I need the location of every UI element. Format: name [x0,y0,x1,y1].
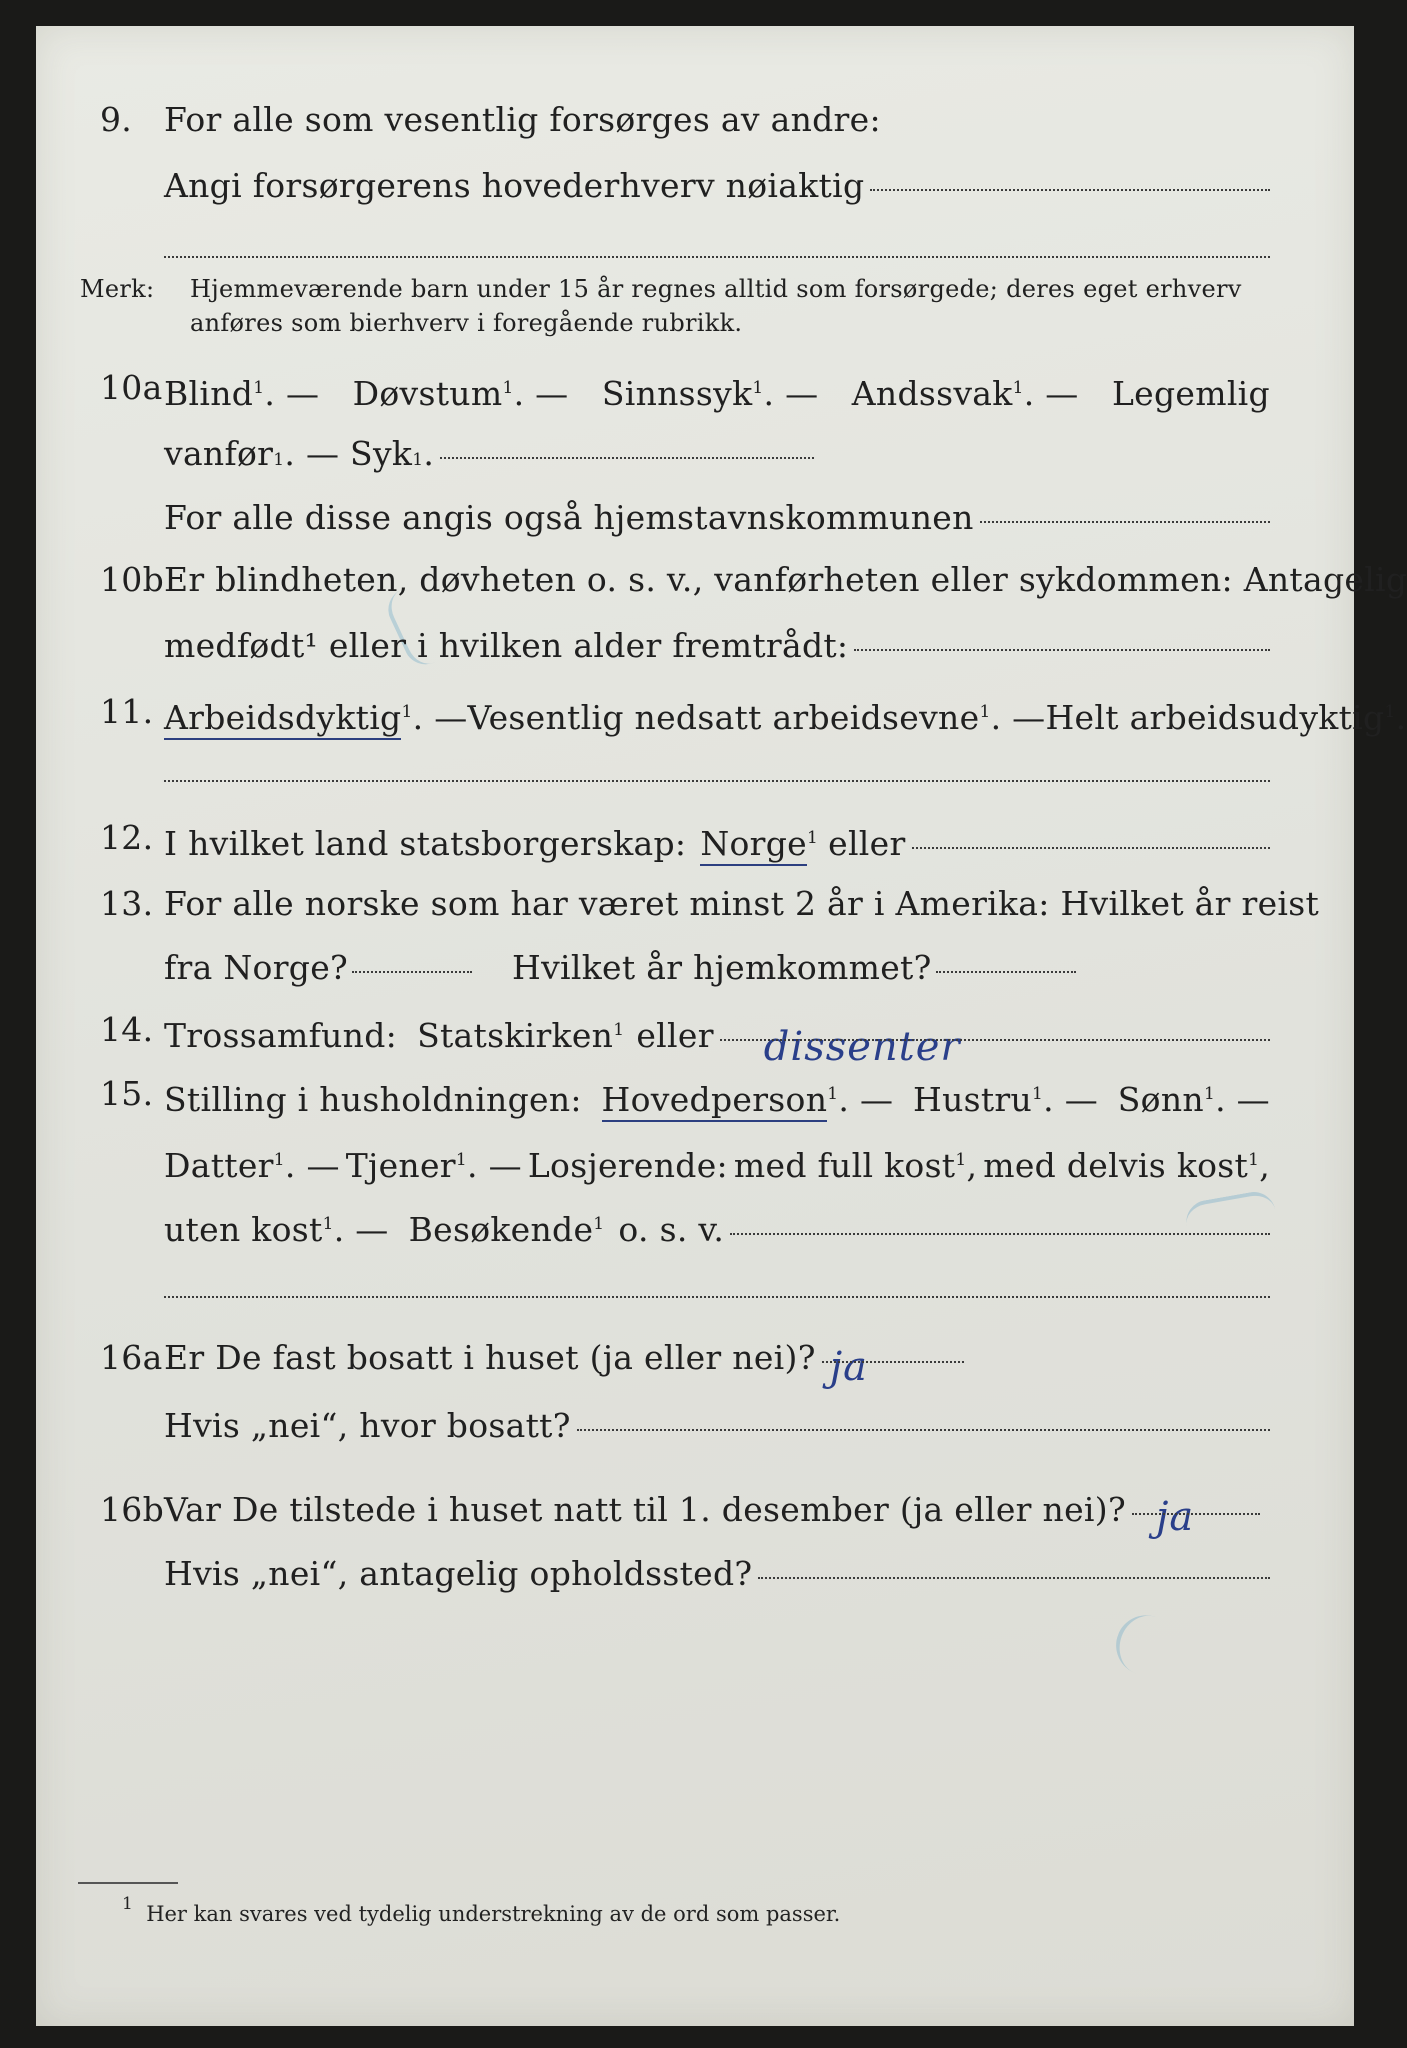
merk-text1: Hjemmeværende barn under 15 år regnes alltid som forsørgede; deres eget erhverv [190,275,1242,303]
q16b-question: Var De tilstede i huset natt til 1. desember (ja eller nei)? [164,1490,1126,1529]
footnote-text: Her kan svares ved tydelig understrekning av de ord som passer. [146,1902,841,1926]
q14-eller: eller [636,1016,714,1055]
q10b-subquestion: medfødt¹ eller i hvilken alder fremtrådt: [164,626,849,665]
q9-answer-field[interactable] [870,187,1270,191]
q15-datter[interactable]: Datter [164,1146,274,1185]
q11-answer-field[interactable] [164,780,1270,782]
q15-number: 15. [100,1074,154,1113]
q16b-answer[interactable]: ja [1155,1494,1195,1540]
q13-reist-field[interactable] [352,969,472,973]
q16b-line1 [36,1488,1354,1540]
q16a-answer-field[interactable] [822,1359,964,1363]
q15-losjerende: Losjerende: [527,1146,728,1185]
q12-prefix: I hvilket land statsborgerskap: [164,824,687,863]
q10a-syk-field[interactable] [440,455,814,459]
q13-reist-label: fra Norge? [164,948,349,987]
merk-text2: anføres som bierhverv i foregående rubrikk. [190,309,743,337]
q15-line3: uten kost$^1$. — Besøkende$^1$ o. s. v. [36,1202,1354,1246]
q15-besokende[interactable]: Besøkende [408,1210,594,1249]
q11-arbeidsdyktig[interactable]: Arbeidsdyktig [164,698,401,740]
q15-uten-kost[interactable]: uten kost [164,1210,323,1249]
q11-line: 11. Arbeidsdyktig$^1$. — Vesentlig nedsatt arbeidsevne$^1$. — Helt arbeidsudyktig$^1$. [36,690,1354,734]
merk-line2 [36,306,1354,350]
q12-line: 12. I hvilket land statsborgerskap: Norge$^1$ eller [36,816,1354,860]
q10a-andssvak[interactable]: Andssvak [851,374,1013,413]
q10b-answer-field[interactable] [854,647,1270,651]
q16a-line1 [36,1336,1354,1390]
q14-prefix: Trossamfund: [164,1016,398,1055]
q12-norge[interactable]: Norge [700,824,807,866]
q10a-line3 [36,496,1354,540]
q15-delvis-kost[interactable]: med delvis kost [983,1146,1249,1185]
q15-osv: o. s. v. [618,1210,725,1249]
q10b-line1 [36,558,1407,602]
q10b-line2 [36,624,1354,668]
q16b-answer-field[interactable] [1132,1511,1260,1515]
q10a-legemlig[interactable]: Legemlig [1111,374,1270,413]
q10a-dovstum[interactable]: Døvstum [352,374,503,413]
q15-sonn[interactable]: Sønn [1117,1080,1204,1119]
q14-line: 14. Trossamfund: Statskirken$^1$ eller dissenter [36,1008,1354,1052]
q15-prefix: Stilling i husholdningen: [164,1080,582,1119]
q10b-number: 10b [100,560,165,599]
q10b-question: Er blindheten, døvheten o. s. v., vanførheten eller sykdommen: Antagelig [164,560,1407,599]
q15-line2: Datter$^1$. — Tjener$^1$. — Losjerende: med full kost$^1$, med delvis kost$^1$, [36,1138,1354,1182]
q10a-syk[interactable]: Syk [350,434,413,473]
q14-statskirken[interactable]: Statskirken [417,1016,614,1055]
q16a-number: 16a [100,1338,163,1377]
footnote-rule [78,1882,178,1884]
q12-number: 12. [100,818,154,857]
q9-subquestion: Angi forsørgerens hovederhverv nøiaktig [164,166,865,205]
q9-answer-field-2[interactable] [164,256,1270,258]
q14-answer[interactable]: dissenter [763,1024,961,1070]
q16b-number: 16b [100,1490,165,1529]
q10a-blind[interactable]: Blind [164,374,254,413]
q16a-subquestion: Hvis „nei“, hvor bosatt? [164,1406,571,1445]
q11-nedsatt[interactable]: Vesentlig nedsatt arbeidsevne [467,698,980,737]
q16a-bosatt-field[interactable] [577,1427,1270,1431]
q16b-subquestion: Hvis „nei“, antagelig opholdssted? [164,1554,753,1593]
q10a-vanfor[interactable]: vanfør [164,434,274,473]
q16b-line2 [36,1552,1354,1596]
footnote-mark: 1 [122,1894,133,1914]
q13-line1 [36,882,1354,926]
footnote [122,1894,840,1926]
q11-udyktig[interactable]: Helt arbeidsudyktig [1045,698,1385,737]
q13-number: 13. [100,884,154,923]
q12-eller: eller [828,824,906,863]
q10a-number: 10a [100,368,163,407]
q16b-opholdssted-field[interactable] [758,1575,1270,1579]
q15-answer-field-2[interactable] [164,1296,1270,1298]
merk-label: Merk: [80,275,155,303]
q10a-sinnssyk[interactable]: Sinnssyk [601,374,753,413]
q16a-answer[interactable]: ja [829,1344,868,1390]
q15-tjener[interactable]: Tjener [345,1146,456,1185]
q10a-line1: 10a Blind$^1$. — Døvstum$^1$. — Sinnssyk$^1$. — Andssvak$^1$. — Legemlig [36,366,1354,410]
q15-hustru[interactable]: Hustru [912,1080,1033,1119]
q12-answer-field[interactable] [912,845,1270,849]
pencil-mark [1108,1607,1189,1685]
q13-hjemkommet-field[interactable] [936,969,1076,973]
q9-question: For alle som vesentlig forsørges av andre: [164,100,881,139]
q10a-hjemstavn-field[interactable] [980,519,1270,523]
q15-full-kost[interactable]: med full kost [733,1146,956,1185]
q10a-hjemstavn-label: For alle disse angis også hjemstavnskommunen [164,498,974,537]
q9-number: 9. [100,100,133,139]
q13-line2 [36,946,1354,990]
q15-hovedperson[interactable]: Hovedperson [602,1080,828,1122]
q16a-line2 [36,1404,1354,1448]
q13-question: For alle norske som har været minst 2 år i Amerika: Hvilket år reist [164,884,1320,923]
q11-number: 11. [100,692,154,731]
q15-line1: 15. Stilling i husholdningen: Hovedperson$^1$. — Hustru$^1$. — Sønn$^1$. — [36,1072,1354,1116]
q15-answer-field[interactable] [730,1231,1270,1235]
q9-line1 [36,98,1354,142]
q13-hjemkommet-label: Hvilket år hjemkommet? [512,948,932,987]
q14-answer-field[interactable] [720,1037,1270,1041]
q16a-question: Er De fast bosatt i huset (ja eller nei)? [164,1338,816,1377]
q9-line2 [36,164,1354,208]
q14-number: 14. [100,1010,154,1049]
form-page [36,26,1407,2026]
q10a-line2: vanfør 1 . — Syk 1 . [36,432,1354,476]
